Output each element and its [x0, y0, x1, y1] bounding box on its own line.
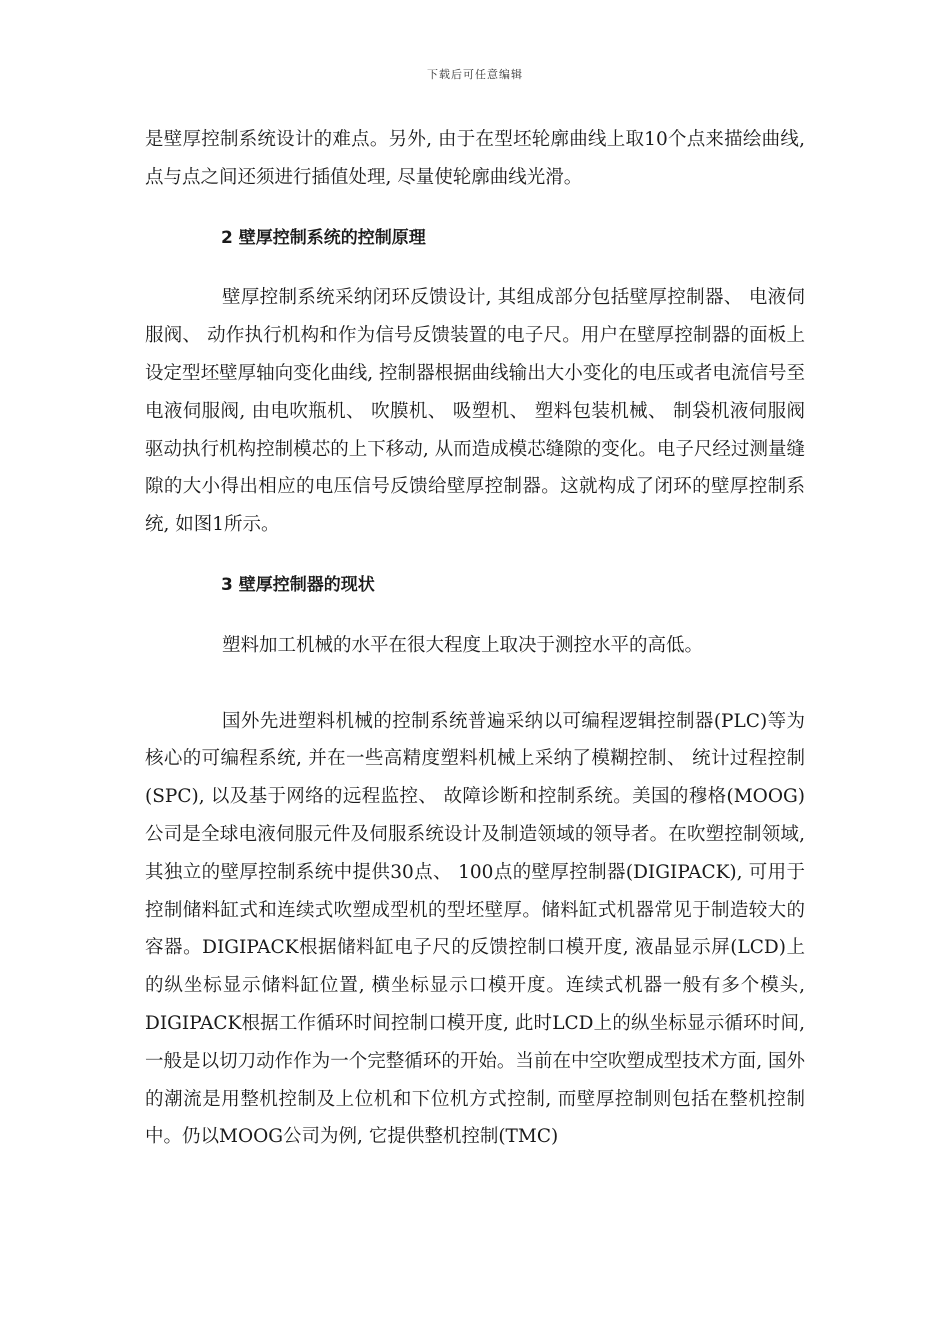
paragraph-control-principle: 壁厚控制系统采纳闭环反馈设计, 其组成部分包括壁厚控制器、 电液伺服阀、 动作执行机构和作为信号反馈装置的电子尺。用户在壁厚控制器的面板上设定型坯壁厚轴向变化曲线, 控制器根据曲线输出大小变化的电压或者电流信号至电液伺服阀, 由电吹瓶机、 吹膜机、 吸塑机、 塑料包装机械、 制袋机液伺服阀驱动执行机构控制模芯的上下移动, 从而造成模芯缝隙的变化。电子尺经过测量缝隙的大小得出相应的电压信号反馈给壁厚控制器。这就构成了闭环的壁厚控制系统, 如图1所示。 — [145, 287, 805, 536]
document-body — [145, 121, 805, 1156]
paragraph-continuation: 是壁厚控制系统设计的难点。另外, 由于在型坯轮廓曲线上取10个点来描绘曲线, 点与点之间还须进行插值处理, 尽量使轮廓曲线光滑。 — [145, 129, 805, 188]
page-header: 下载后可任意编辑 — [427, 68, 523, 81]
paragraph-level-statement: 塑料加工机械的水平在很大程度上取决于测控水平的高低。 — [222, 634, 704, 656]
section-heading-2: 2 壁厚控制系统的控制原理 — [221, 227, 426, 248]
paragraph-foreign-status: 国外先进塑料机械的控制系统普遍采纳以可编程逻辑控制器(PLC)等为核心的可编程系统, 并在一些高精度塑料机械上采纳了模糊控制、 统计过程控制(SPC), 以及基于网络的远程监控、 故障诊断和控制系统。美国的穆格(MOOG)公司是全球电液伺服元件及伺服系统设计及制造领域的领导者。在吹塑控制领域, 其独立的壁厚控制系统中提供30点、 100点的壁厚控制器(DIGIPACK), 可用于控制储料缸式和连续式吹塑成型机的型坯壁厚。储料缸式机器常见于制造较大的容器。DIGIPACK根据储料缸电子尺的反馈控制口模开度, 液晶显示屏(LCD)上的纵坐标显示储料缸位置, 横坐标显示口模开度。连续式机器一般有多个模头, DIGIPACK根据工作循环时间控制口模开度, 此时LCD上的纵坐标显示循环时间, 一般是以切刀动作作为一个完整循环的开始。当前在中空吹塑成型技术方面, 国外的潮流是用整机控制及上位机和下位机方式控制, 而壁厚控制则包括在整机控制中。仍以MOOG公司为例, 它提供整机控制(TMC) — [145, 710, 805, 1148]
section-heading-3: 3 壁厚控制器的现状 — [221, 574, 375, 595]
